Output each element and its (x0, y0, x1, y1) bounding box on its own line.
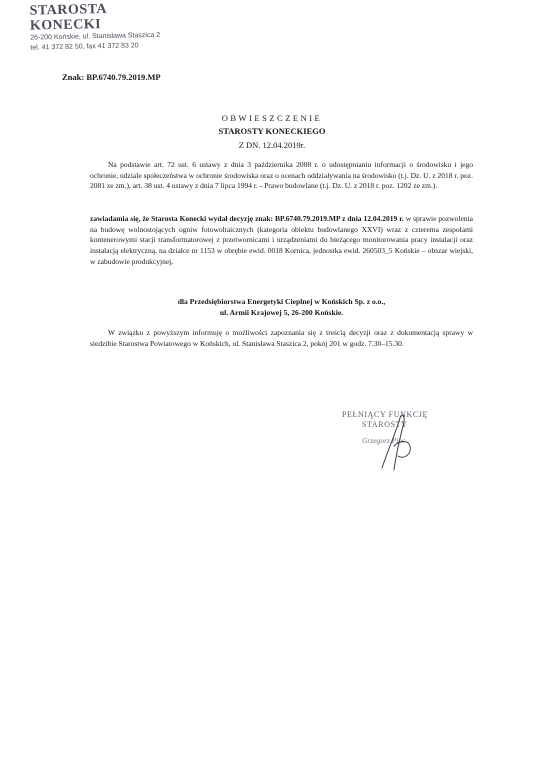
signature-title: PEŁNIĄCY FUNKCJĘ (342, 410, 428, 419)
reference-number: Znak: BP.6740.79.2019.MP (62, 72, 161, 82)
recipient-name: dla Przedsiębiorstwa Energetyki Cieplnej w Końskich Sp. z o.o., (177, 297, 386, 306)
information-paragraph: W związku z powyższym informuję o możliwości zapoznania się z treścią decyzji oraz z dokumentacją sprawy w siedzibie Starostwa Powiatowego w Końskich, ul. Stanisława Staszica 2, pokój 201 w godz. 7.30–15.30. (90, 328, 473, 348)
decision-paragraph (90, 214, 473, 268)
recipient-block (90, 297, 473, 319)
signature-block (330, 410, 460, 480)
signatory-name: Grzegorz Piec (362, 436, 406, 445)
decision-details: w sprawie pozwolenia na budowę wolnostojących ogniw fotowoltaicznych (kategoria obiektu budowlanego XXVI) wraz z czterema zespołami kontenerowymi stacji transformatorowej z przetwornicami i urządzeniami do bieżącego monitorowania pracy instalacji oraz instalacją elektryczną, na działce nr 1153 w obrębie ewid. 0018 Kornica, jednostka ewid. 260503_5 Końskie – obszar wiejski, w zabudowie produkcyjnej, (90, 214, 473, 266)
document-title: OBWIESZCZENIE (221, 113, 323, 123)
stamp-title: STAROSTA KONECKI (29, 1, 107, 34)
signature-title-2: STAROSTY (362, 420, 408, 429)
document-issuer: STAROSTY KONECKIEGO (218, 126, 326, 136)
decision-lead: zawiadamia się, że Starosta Konecki wydał decyzję znak: BP.6740.79.2019.MP z dnia 12.04.2019 r. (90, 214, 404, 223)
official-stamp (29, 0, 180, 53)
stamp-phone: tel. 41 372 82 50, fax 41 372 83 20 (30, 42, 139, 52)
handwritten-signature (330, 410, 460, 480)
recipient-address: ul. Armii Krajowej 5, 26-200 Końskie. (219, 307, 344, 317)
document-date: Z DN. 12.04.2019r. (238, 140, 306, 150)
legal-basis-paragraph: Na podstawie art. 72 ust. 6 ustawy z dnia 3 października 2008 r. o udostępnianiu informacji o środowisku i jego ochronie, udziale społeczeństwa w ochronie środowiska oraz o ocenach oddziaływania na środowisko (t.j. Dz. U. z 2018 r. poz. 2081 ze zm.), art. 38 ust. 4 ustawy z dnia 7 lipca 1994 r. - Prawo budowlane (t.j. Dz. U. z 2018 r. poz. 1202 ze zm.). (90, 160, 473, 191)
stamp-address: 26-200 Końskie, ul. Stanisława Staszica 2 (30, 31, 161, 42)
